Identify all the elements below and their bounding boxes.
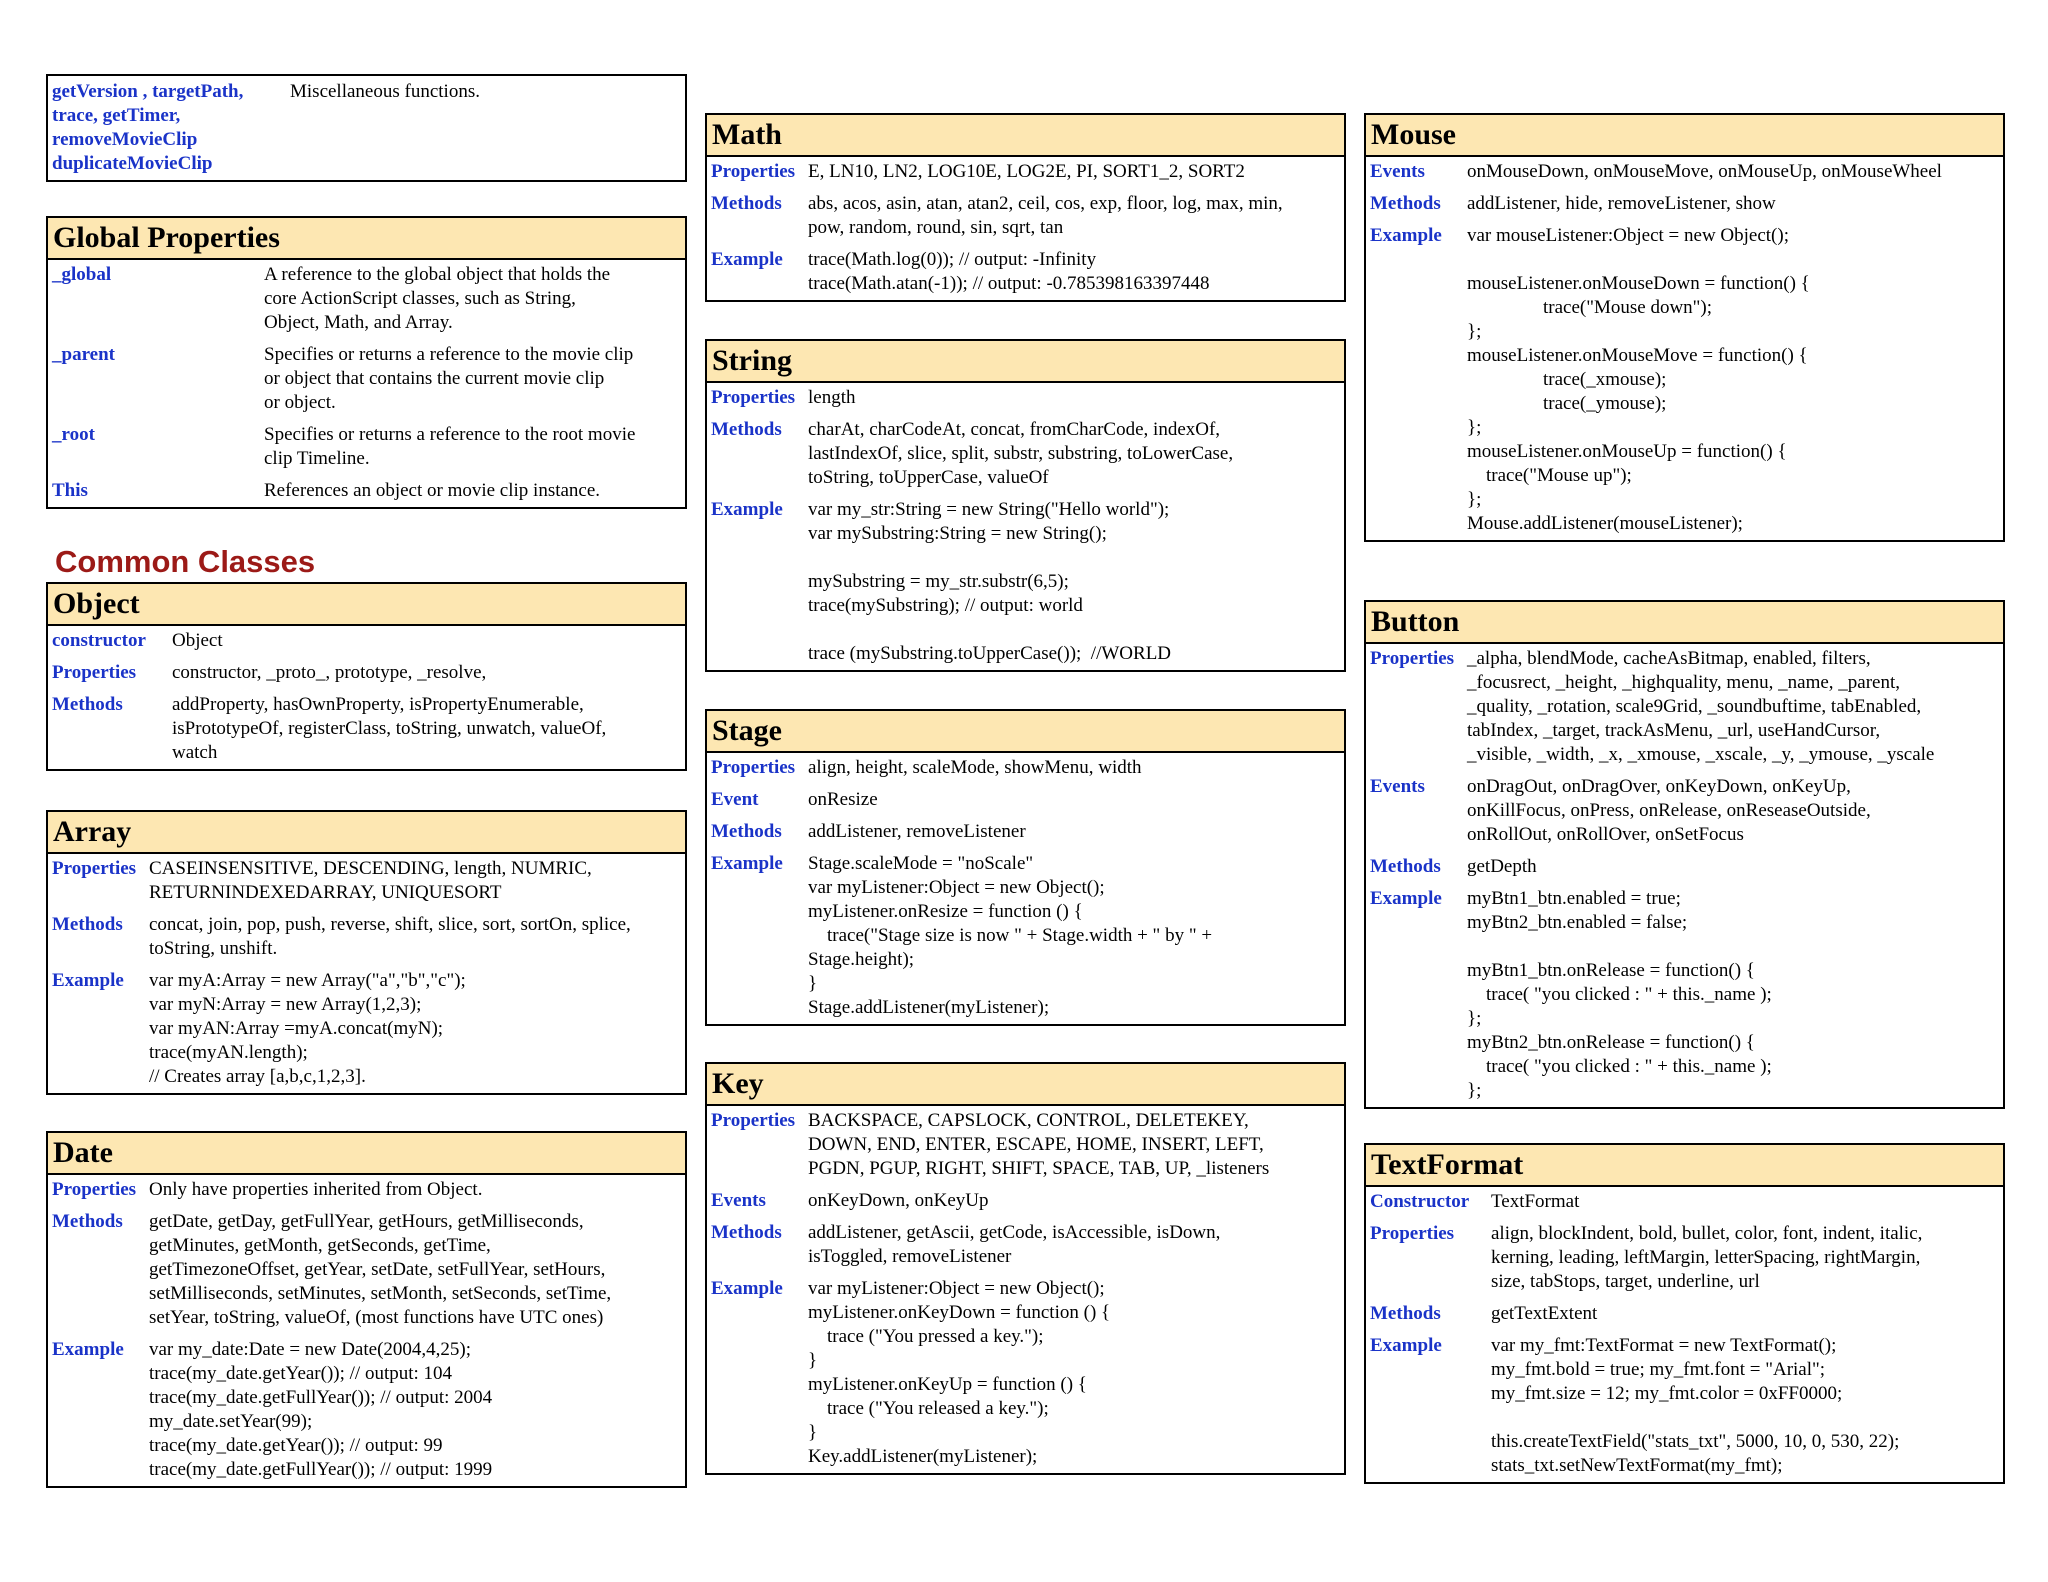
row-value bbox=[149, 1338, 685, 1482]
value-line: size, tabStops, target, underline, url bbox=[1491, 1271, 1760, 1292]
array-title: Array bbox=[48, 812, 685, 854]
table-row bbox=[48, 629, 685, 653]
value-line: getDate, getDay, getFullYear, getHours, getMilliseconds, bbox=[149, 1211, 584, 1232]
global-properties-rows bbox=[48, 260, 685, 507]
object-rows bbox=[48, 626, 685, 769]
value-line: my_fmt.size = 12; my_fmt.color = 0xFF0000; bbox=[1491, 1383, 1843, 1404]
value-line: trace(my_date.getYear()); // output: 104 bbox=[149, 1363, 453, 1384]
value-line: Stage.addListener(myListener); bbox=[808, 997, 1050, 1018]
value-line: getTimezoneOffset, getYear, setDate, setFullYear, setHours, bbox=[149, 1259, 606, 1280]
value-line: mouseListener.onMouseDown = function() { bbox=[1467, 273, 1810, 294]
row-value bbox=[172, 661, 685, 685]
row-label: Events bbox=[711, 1190, 766, 1211]
row-value bbox=[149, 913, 685, 961]
misc-functions-description: Miscellaneous functions. bbox=[290, 81, 480, 102]
value-line: Object, Math, and Array. bbox=[264, 312, 453, 333]
mouse-class-box bbox=[1364, 113, 2005, 542]
value-line: var my_fmt:TextFormat = new TextFormat(); bbox=[1491, 1335, 1837, 1356]
value-line: core ActionScript classes, such as String, bbox=[264, 288, 576, 309]
value-line: mouseListener.onMouseMove = function() { bbox=[1467, 345, 1808, 366]
row-value bbox=[808, 418, 1344, 490]
table-row bbox=[707, 192, 1344, 240]
row-value bbox=[808, 1189, 1344, 1213]
row-label: This bbox=[52, 480, 88, 501]
misc-functions-label: getVersion , targetPath, trace, getTimer, removeMovieClip duplicateMovieClip bbox=[52, 81, 244, 174]
table-row bbox=[707, 1277, 1344, 1469]
row-value bbox=[172, 629, 685, 653]
array-class-box bbox=[46, 810, 687, 1095]
row-value bbox=[264, 263, 685, 335]
value-line: CASEINSENSITIVE, DESCENDING, length, NUMRIC, bbox=[149, 858, 592, 879]
value-line: }; bbox=[1467, 489, 1482, 510]
value-line: trace("Mouse down"); bbox=[1467, 297, 1713, 318]
value-line: myListener.onKeyUp = function () { bbox=[808, 1374, 1087, 1395]
table-row bbox=[707, 248, 1344, 296]
value-line: setMilliseconds, setMinutes, setMonth, setSeconds, setTime, bbox=[149, 1283, 612, 1304]
table-row bbox=[707, 820, 1344, 844]
row-value bbox=[808, 498, 1344, 666]
value-line: trace(my_date.getFullYear()); // output: 2004 bbox=[149, 1387, 493, 1408]
value-line: myBtn1_btn.onRelease = function() { bbox=[1467, 960, 1755, 981]
value-line: clip Timeline. bbox=[264, 448, 370, 469]
table-row bbox=[1366, 1222, 2003, 1294]
object-class-box bbox=[46, 582, 687, 771]
row-label: Properties bbox=[711, 387, 796, 408]
value-line: var mouseListener:Object = new Object(); bbox=[1467, 225, 1789, 246]
row-value bbox=[1467, 160, 2003, 184]
value-line: trace(my_date.getFullYear()); // output: 1999 bbox=[149, 1459, 493, 1480]
value-line bbox=[1491, 1406, 1999, 1430]
value-line: constructor, _proto_, prototype, _resolve, bbox=[172, 662, 487, 683]
value-line: var myAN:Array =myA.concat(myN); bbox=[149, 1018, 444, 1039]
row-label: Properties bbox=[52, 1179, 137, 1200]
stage-class-box bbox=[705, 709, 1346, 1026]
row-value bbox=[1467, 224, 2003, 536]
value-line: RETURNINDEXEDARRAY, UNIQUESORT bbox=[149, 882, 502, 903]
value-line: lastIndexOf, slice, split, substr, substring, toLowerCase, bbox=[808, 443, 1234, 464]
mouse-rows bbox=[1366, 157, 2003, 540]
table-row bbox=[1366, 192, 2003, 216]
row-label: Methods bbox=[1370, 856, 1441, 877]
table-row bbox=[48, 857, 685, 905]
table-row bbox=[1366, 647, 2003, 767]
value-line: myBtn2_btn.enabled = false; bbox=[1467, 912, 1688, 933]
row-value bbox=[808, 1109, 1344, 1181]
table-row bbox=[48, 913, 685, 961]
value-line: mySubstring = my_str.substr(6,5); bbox=[808, 571, 1069, 592]
value-line: trace ("You pressed a key."); bbox=[808, 1326, 1044, 1347]
table-row bbox=[707, 386, 1344, 410]
value-line: watch bbox=[172, 742, 218, 763]
value-line bbox=[1467, 248, 1999, 272]
table-row bbox=[707, 160, 1344, 184]
key-class-box bbox=[705, 1062, 1346, 1475]
row-label: Example bbox=[711, 1278, 783, 1299]
value-line: onKeyDown, onKeyUp bbox=[808, 1190, 989, 1211]
table-row bbox=[48, 693, 685, 765]
value-line: trace ("You released a key."); bbox=[808, 1398, 1049, 1419]
table-row bbox=[48, 1338, 685, 1482]
table-row bbox=[48, 1210, 685, 1330]
array-rows bbox=[48, 854, 685, 1093]
row-label: Methods bbox=[52, 694, 123, 715]
row-label: Properties bbox=[52, 858, 137, 879]
table-row bbox=[1366, 224, 2003, 536]
math-rows bbox=[707, 157, 1344, 300]
table-row bbox=[48, 263, 685, 335]
value-line: var myListener:Object = new Object(); bbox=[808, 1278, 1105, 1299]
value-line: Stage.height); bbox=[808, 949, 915, 970]
value-line: length bbox=[808, 387, 856, 408]
table-row bbox=[707, 1221, 1344, 1269]
stage-title: Stage bbox=[707, 711, 1344, 753]
value-line: trace(_xmouse); bbox=[1467, 369, 1667, 390]
value-line: my_date.setYear(99); bbox=[149, 1411, 313, 1432]
row-value bbox=[808, 756, 1344, 780]
value-line bbox=[808, 618, 1340, 642]
value-line: }; bbox=[1467, 1008, 1482, 1029]
value-line: stats_txt.setNewTextFormat(my_fmt); bbox=[1491, 1455, 1783, 1476]
value-line: // Creates array [a,b,c,1,2,3]. bbox=[149, 1066, 366, 1087]
value-line: var my_str:String = new String("Hello world"); bbox=[808, 499, 1170, 520]
row-label: Properties bbox=[1370, 1223, 1455, 1244]
value-line: or object that contains the current movie clip bbox=[264, 368, 605, 389]
string-rows bbox=[707, 383, 1344, 670]
string-class-box bbox=[705, 339, 1346, 672]
value-line: tabIndex, _target, trackAsMenu, _url, useHandCursor, bbox=[1467, 720, 1881, 741]
button-rows bbox=[1366, 644, 2003, 1107]
value-line: var my_date:Date = new Date(2004,4,25); bbox=[149, 1339, 471, 1360]
textformat-class-box bbox=[1364, 1143, 2005, 1484]
value-line: Specifies or returns a reference to the root movie bbox=[264, 424, 636, 445]
row-value bbox=[1491, 1334, 2003, 1478]
row-label: Properties bbox=[711, 757, 796, 778]
value-line: concat, join, pop, push, reverse, shift, slice, sort, sortOn, splice, bbox=[149, 914, 631, 935]
row-value bbox=[172, 693, 685, 765]
table-row bbox=[707, 788, 1344, 812]
value-line: abs, acos, asin, atan, atan2, ceil, cos, exp, floor, log, max, min, bbox=[808, 193, 1283, 214]
value-line: myBtn1_btn.enabled = true; bbox=[1467, 888, 1681, 909]
row-value bbox=[149, 1178, 685, 1202]
button-class-box bbox=[1364, 600, 2005, 1109]
value-line: var myListener:Object = new Object(); bbox=[808, 877, 1105, 898]
row-value bbox=[264, 343, 685, 415]
mouse-title: Mouse bbox=[1366, 115, 2003, 157]
row-value bbox=[149, 969, 685, 1089]
row-label: Constructor bbox=[1370, 1191, 1470, 1212]
row-label: Example bbox=[52, 1339, 124, 1360]
row-value bbox=[1467, 855, 2003, 879]
row-label: Properties bbox=[711, 161, 796, 182]
row-label: Example bbox=[52, 970, 124, 991]
value-line: onKillFocus, onPress, onRelease, onReseaseOutside, bbox=[1467, 800, 1871, 821]
date-class-box bbox=[46, 1131, 687, 1488]
value-line: addListener, hide, removeListener, show bbox=[1467, 193, 1776, 214]
textformat-rows bbox=[1366, 1187, 2003, 1482]
value-line: } bbox=[808, 1422, 818, 1443]
row-value bbox=[808, 192, 1344, 240]
value-line: References an object or movie clip instance. bbox=[264, 480, 601, 501]
object-title: Object bbox=[48, 584, 685, 626]
value-line: var myN:Array = new Array(1,2,3); bbox=[149, 994, 422, 1015]
date-rows bbox=[48, 1175, 685, 1486]
row-value bbox=[264, 479, 685, 503]
value-line bbox=[808, 546, 1340, 570]
value-line: trace(mySubstring); // output: world bbox=[808, 595, 1083, 616]
value-line: Object bbox=[172, 630, 223, 651]
global-properties-title: Global Properties bbox=[48, 218, 685, 260]
table-row bbox=[1366, 1302, 2003, 1326]
row-value bbox=[808, 1277, 1344, 1469]
stage-rows bbox=[707, 753, 1344, 1024]
row-value bbox=[808, 788, 1344, 812]
row-label: _root bbox=[52, 424, 95, 445]
value-line: onRollOut, onRollOver, onSetFocus bbox=[1467, 824, 1744, 845]
value-line: } bbox=[808, 973, 818, 994]
key-title: Key bbox=[707, 1064, 1344, 1106]
table-row bbox=[1366, 160, 2003, 184]
row-label: Example bbox=[711, 853, 783, 874]
row-label: Methods bbox=[711, 419, 782, 440]
table-row bbox=[1366, 887, 2003, 1103]
value-line: A reference to the global object that holds the bbox=[264, 264, 611, 285]
value-line: var myA:Array = new Array("a","b","c"); bbox=[149, 970, 466, 991]
value-line: kerning, leading, leftMargin, letterSpacing, rightMargin, bbox=[1491, 1247, 1921, 1268]
row-label: Properties bbox=[1370, 648, 1455, 669]
row-label: _parent bbox=[52, 344, 115, 365]
row-label: Event bbox=[711, 789, 759, 810]
value-line: mouseListener.onMouseUp = function() { bbox=[1467, 441, 1787, 462]
value-line bbox=[1467, 935, 1999, 959]
table-row bbox=[48, 343, 685, 415]
misc-functions-box bbox=[46, 74, 687, 182]
value-line: pow, random, round, sin, sqrt, tan bbox=[808, 217, 1064, 238]
value-line: _visible, _width, _x, _xmouse, _xscale, _y, _ymouse, _yscale bbox=[1467, 744, 1935, 765]
row-label: Properties bbox=[52, 662, 137, 683]
value-line: }; bbox=[1467, 1080, 1482, 1101]
value-line: getTextExtent bbox=[1491, 1303, 1598, 1324]
row-value bbox=[1467, 775, 2003, 847]
global-properties-box bbox=[46, 216, 687, 509]
row-label: Methods bbox=[1370, 193, 1441, 214]
value-line: charAt, charCodeAt, concat, fromCharCode, indexOf, bbox=[808, 419, 1221, 440]
table-row bbox=[707, 418, 1344, 490]
row-value bbox=[808, 248, 1344, 296]
row-value bbox=[808, 1221, 1344, 1269]
value-line: trace(Math.log(0)); // output: -Infinity bbox=[808, 249, 1097, 270]
button-title: Button bbox=[1366, 602, 2003, 644]
value-line: E, LN10, LN2, LOG10E, LOG2E, PI, SORT1_2, SORT2 bbox=[808, 161, 1245, 182]
value-line: onMouseDown, onMouseMove, onMouseUp, onMouseWheel bbox=[1467, 161, 1942, 182]
value-line: Specifies or returns a reference to the movie clip bbox=[264, 344, 634, 365]
value-line: var mySubstring:String = new String(); bbox=[808, 523, 1107, 544]
table-row bbox=[48, 969, 685, 1089]
row-label: Methods bbox=[52, 914, 123, 935]
value-line: or object. bbox=[264, 392, 336, 413]
value-line: myListener.onResize = function () { bbox=[808, 901, 1083, 922]
value-line: trace (mySubstring.toUpperCase()); //WORLD bbox=[808, 643, 1172, 664]
row-label: Properties bbox=[711, 1110, 796, 1131]
value-line: DOWN, END, ENTER, ESCAPE, HOME, INSERT, LEFT, bbox=[808, 1134, 1264, 1155]
value-line: trace( "you clicked : " + this._name ); bbox=[1467, 1056, 1772, 1077]
value-line: } bbox=[808, 1350, 818, 1371]
row-value bbox=[1467, 887, 2003, 1103]
value-line: isToggled, removeListener bbox=[808, 1246, 1012, 1267]
value-line: Key.addListener(myListener); bbox=[808, 1446, 1038, 1467]
row-label: Events bbox=[1370, 161, 1425, 182]
value-line: onDragOut, onDragOver, onKeyDown, onKeyUp, bbox=[1467, 776, 1851, 797]
table-row bbox=[707, 1189, 1344, 1213]
table-row bbox=[1366, 855, 2003, 879]
value-line: my_fmt.bold = true; my_fmt.font = "Arial"; bbox=[1491, 1359, 1826, 1380]
value-line: toString, toUpperCase, valueOf bbox=[808, 467, 1049, 488]
row-label: Methods bbox=[711, 193, 782, 214]
value-line: getMinutes, getMonth, getSeconds, getTime, bbox=[149, 1235, 491, 1256]
row-value bbox=[264, 423, 685, 471]
value-line: _focusrect, _height, _highquality, menu, _name, _parent, bbox=[1467, 672, 1901, 693]
row-label: Example bbox=[1370, 888, 1442, 909]
table-row bbox=[707, 498, 1344, 666]
value-line: trace("Stage size is now " + Stage.width + " by " + bbox=[808, 925, 1213, 946]
row-value bbox=[1491, 1302, 2003, 1326]
value-line: toString, unshift. bbox=[149, 938, 278, 959]
row-value bbox=[1467, 192, 2003, 216]
table-row bbox=[707, 756, 1344, 780]
textformat-title: TextFormat bbox=[1366, 1145, 2003, 1187]
value-line: TextFormat bbox=[1491, 1191, 1580, 1212]
value-line: align, height, scaleMode, showMenu, width bbox=[808, 757, 1142, 778]
row-label: Methods bbox=[711, 1222, 782, 1243]
row-label: Example bbox=[711, 499, 783, 520]
common-classes-heading: Common Classes bbox=[55, 544, 316, 579]
row-label: constructor bbox=[52, 630, 146, 651]
table-row bbox=[48, 661, 685, 685]
row-label: Methods bbox=[52, 1211, 123, 1232]
value-line: align, blockIndent, bold, bullet, color, font, indent, italic, bbox=[1491, 1223, 1923, 1244]
table-row bbox=[48, 1178, 685, 1202]
value-line: this.createTextField("stats_txt", 5000, 10, 0, 530, 22); bbox=[1491, 1431, 1900, 1452]
value-line: trace("Mouse up"); bbox=[1467, 465, 1632, 486]
table-row bbox=[707, 852, 1344, 1020]
table-row bbox=[1366, 1334, 2003, 1478]
value-line: myListener.onKeyDown = function () { bbox=[808, 1302, 1111, 1323]
row-label: Events bbox=[1370, 776, 1425, 797]
value-line: onResize bbox=[808, 789, 878, 810]
value-line: PGDN, PGUP, RIGHT, SHIFT, SPACE, TAB, UP, _listeners bbox=[808, 1158, 1270, 1179]
table-row bbox=[48, 479, 685, 503]
value-line: _quality, _rotation, scale9Grid, _soundbuftime, tabEnabled, bbox=[1467, 696, 1922, 717]
table-row bbox=[48, 423, 685, 471]
row-label: Example bbox=[1370, 225, 1442, 246]
value-line: Mouse.addListener(mouseListener); bbox=[1467, 513, 1743, 534]
row-label: Methods bbox=[711, 821, 782, 842]
row-value bbox=[149, 857, 685, 905]
value-line: Only have properties inherited from Object. bbox=[149, 1179, 483, 1200]
value-line: trace(myAN.length); bbox=[149, 1042, 308, 1063]
row-value bbox=[1467, 647, 2003, 767]
value-line: trace(Math.atan(-1)); // output: -0.785398163397448 bbox=[808, 273, 1210, 294]
key-rows bbox=[707, 1106, 1344, 1473]
string-title: String bbox=[707, 341, 1344, 383]
row-value bbox=[808, 386, 1344, 410]
row-label: Example bbox=[711, 249, 783, 270]
value-line: myBtn2_btn.onRelease = function() { bbox=[1467, 1032, 1755, 1053]
value-line: setYear, toString, valueOf, (most functions have UTC ones) bbox=[149, 1307, 604, 1328]
row-label: Methods bbox=[1370, 1303, 1441, 1324]
math-title: Math bbox=[707, 115, 1344, 157]
value-line: }; bbox=[1467, 321, 1482, 342]
value-line: trace(_ymouse); bbox=[1467, 393, 1667, 414]
row-value bbox=[1491, 1222, 2003, 1294]
row-value bbox=[1491, 1190, 2003, 1214]
value-line: _alpha, blendMode, cacheAsBitmap, enabled, filters, bbox=[1467, 648, 1871, 669]
row-value bbox=[808, 820, 1344, 844]
value-line: trace( "you clicked : " + this._name ); bbox=[1467, 984, 1772, 1005]
row-label: _global bbox=[52, 264, 112, 285]
table-row bbox=[1366, 775, 2003, 847]
table-row bbox=[707, 1109, 1344, 1181]
value-line: BACKSPACE, CAPSLOCK, CONTROL, DELETEKEY, bbox=[808, 1110, 1249, 1131]
value-line: addListener, removeListener bbox=[808, 821, 1026, 842]
row-value bbox=[808, 160, 1344, 184]
value-line: getDepth bbox=[1467, 856, 1537, 877]
value-line: }; bbox=[1467, 417, 1482, 438]
math-class-box bbox=[705, 113, 1346, 302]
value-line: isPrototypeOf, registerClass, toString, unwatch, valueOf, bbox=[172, 718, 607, 739]
row-value bbox=[149, 1210, 685, 1330]
value-line: addListener, getAscii, getCode, isAccessible, isDown, bbox=[808, 1222, 1221, 1243]
table-row bbox=[1366, 1190, 2003, 1214]
row-value bbox=[808, 852, 1344, 1020]
value-line: Stage.scaleMode = "noScale" bbox=[808, 853, 1034, 874]
row-label: Example bbox=[1370, 1335, 1442, 1356]
date-title: Date bbox=[48, 1133, 685, 1175]
value-line: trace(my_date.getYear()); // output: 99 bbox=[149, 1435, 443, 1456]
value-line: addProperty, hasOwnProperty, isPropertyEnumerable, bbox=[172, 694, 584, 715]
